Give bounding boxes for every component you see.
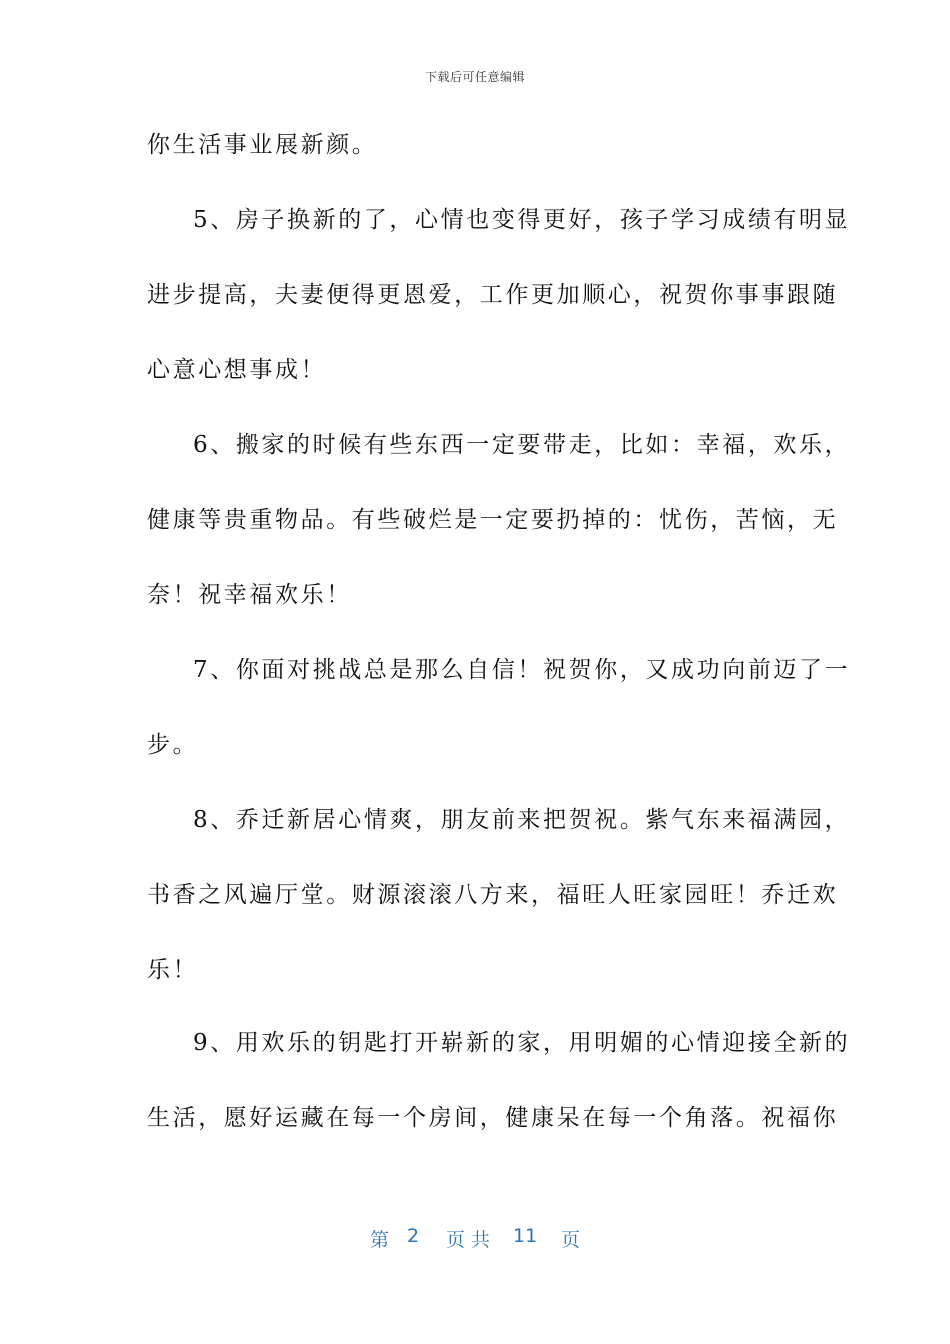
footer-total-pages: 11 <box>513 1225 538 1247</box>
text-line: 步。 <box>147 732 199 758</box>
footer-ye: 页 <box>561 1229 581 1251</box>
header-note: 下载后可任意编辑 <box>424 70 525 84</box>
text-line: 进步提高，夫妻便得更恩爱，工作更加顺心，祝贺你事事跟随 <box>147 282 839 308</box>
text-line: 8、乔迁新居心情爽，朋友前来把贺祝。紫气东来福满园， <box>193 807 851 833</box>
footer-ye-gong: 页 共 <box>446 1229 491 1251</box>
text-line: 5、房子换新的了，心情也变得更好，孩子学习成绩有明显 <box>193 207 851 233</box>
text-line: 乐！ <box>147 957 199 983</box>
text-line: 你生活事业展新颜。 <box>147 132 378 158</box>
footer-current-page: 2 <box>407 1225 420 1247</box>
text-line: 9、用欢乐的钥匙打开崭新的家，用明媚的心情迎接全新的 <box>193 1030 851 1056</box>
text-line: 生活，愿好运藏在每一个房间，健康呆在每一个角落。祝福你 <box>147 1105 839 1131</box>
text-line: 7、你面对挑战总是那么自信！祝贺你，又成功向前迈了一 <box>193 657 851 683</box>
text-line: 健康等贵重物品。有些破烂是一定要扔掉的：忧伤，苦恼，无 <box>147 507 839 533</box>
text-line: 奈！祝幸福欢乐！ <box>147 582 352 608</box>
footer-di: 第 <box>370 1229 390 1251</box>
text-line: 6、搬家的时候有些东西一定要带走，比如：幸福，欢乐， <box>193 432 851 458</box>
text-line: 心意心想事成！ <box>147 357 327 383</box>
text-line: 书香之风遍厅堂。财源滚滚八方来，福旺人旺家园旺！乔迁欢 <box>147 882 839 908</box>
page-footer <box>0 1225 950 1253</box>
